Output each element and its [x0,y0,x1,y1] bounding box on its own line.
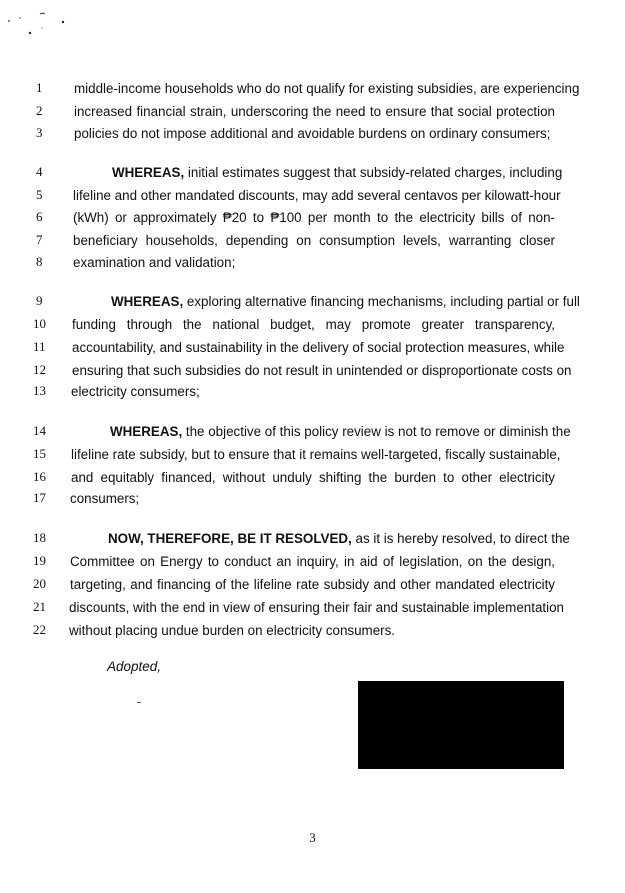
line-number: 21 [33,599,46,614]
line-number: 4 [36,164,43,179]
line-14 [0,423,625,443]
line-20 [0,576,625,596]
line-12 [0,362,625,382]
line-16 [0,469,625,489]
line-text: ensuring that such subsidies do not result in unintended or disproportionate costs on [72,363,572,378]
line-17 [0,490,625,510]
line-number: 9 [36,293,43,308]
line-text [112,164,563,182]
line-number: 20 [33,576,46,591]
line-text: electricity consumers; [71,384,200,399]
line-text: increased financial strain, underscoring the need to ensure that social protection [74,104,555,119]
line-2 [0,103,625,123]
line-text: policies do not impose additional and avoidable burdens on ordinary consumers; [74,126,551,141]
line-number: 19 [33,553,46,568]
line-text: targeting, and financing of the lifeline rate subsidy and other mandated electricity [70,577,555,592]
line-10 [0,316,625,336]
line-4 [0,164,625,184]
line-text [111,293,580,311]
line-number: 12 [33,362,46,377]
line-text: middle-income households who do not qualify for existing subsidies, are experiencing [74,81,580,96]
resolved-lead: NOW, THEREFORE, BE IT RESOLVED, [108,531,352,546]
line-text: discounts, with the end in view of ensuring their fair and sustainable implementation [69,600,564,615]
line-22 [0,622,625,642]
line-11 [0,339,625,359]
line-13 [0,383,625,403]
line-15 [0,446,625,466]
line-1 [0,80,625,100]
line-number: 8 [36,254,43,269]
line-number: 6 [36,209,43,224]
line-rest: exploring alternative financing mechanisms, including partial or full [183,294,580,309]
line-18 [0,530,625,550]
line-19 [0,553,625,573]
line-number: 13 [33,383,46,398]
line-text: (kWh) or approximately ₱20 to ₱100 per month to the electricity bills of non- [73,210,555,225]
line-number: 10 [33,316,46,331]
line-3 [0,125,625,145]
scan-specks [0,0,80,40]
scan-mark [137,702,141,703]
line-text: lifeline and other mandated discounts, may add several centavos per kilowatt-hour [73,188,561,203]
line-number: 17 [33,490,46,505]
line-8 [0,254,625,274]
line-5 [0,187,625,207]
line-number: 1 [36,80,43,95]
line-text [108,530,570,548]
line-9 [0,293,625,313]
page-number: 3 [309,830,316,845]
line-number: 3 [36,125,43,140]
whereas-lead: WHEREAS, [112,165,185,180]
line-number: 14 [33,423,46,438]
line-text: lifeline rate subsidy, but to ensure that it remains well-targeted, fiscally sustainable, [71,447,561,462]
line-text: beneficiary households, depending on consumption levels, warranting closer [73,233,555,248]
line-text: without placing undue burden on electricity consumers. [69,623,396,638]
line-text: Committee on Energy to conduct an inquiry, in aid of legislation, on the design, [70,554,555,569]
line-number: 16 [33,469,46,484]
line-text: consumers; [70,491,140,506]
line-21 [0,599,625,619]
line-rest: as it is hereby resolved, to direct the [351,531,570,546]
adopted-label: Adopted, [107,659,162,674]
line-number: 11 [33,339,46,354]
line-number: 7 [36,232,43,247]
line-number: 18 [33,530,46,545]
line-text: funding through the national budget, may promote greater transparency, [72,317,555,332]
whereas-lead: WHEREAS, [110,424,183,439]
line-7 [0,232,625,252]
line-number: 22 [33,622,46,637]
line-number: 5 [36,187,43,202]
line-rest: the objective of this policy review is not to remove or diminish the [182,424,571,439]
line-6 [0,209,625,229]
line-number: 2 [36,103,43,118]
line-text [110,423,571,441]
line-rest: initial estimates suggest that subsidy-related charges, including [184,165,563,180]
line-text: examination and validation; [73,255,236,270]
redaction-box [358,681,564,769]
line-text: and equitably financed, without unduly shifting the burden to other electricity [71,470,555,485]
line-text: accountability, and sustainability in the delivery of social protection measures, while [72,340,565,355]
line-number: 15 [33,446,46,461]
whereas-lead: WHEREAS, [111,294,184,309]
